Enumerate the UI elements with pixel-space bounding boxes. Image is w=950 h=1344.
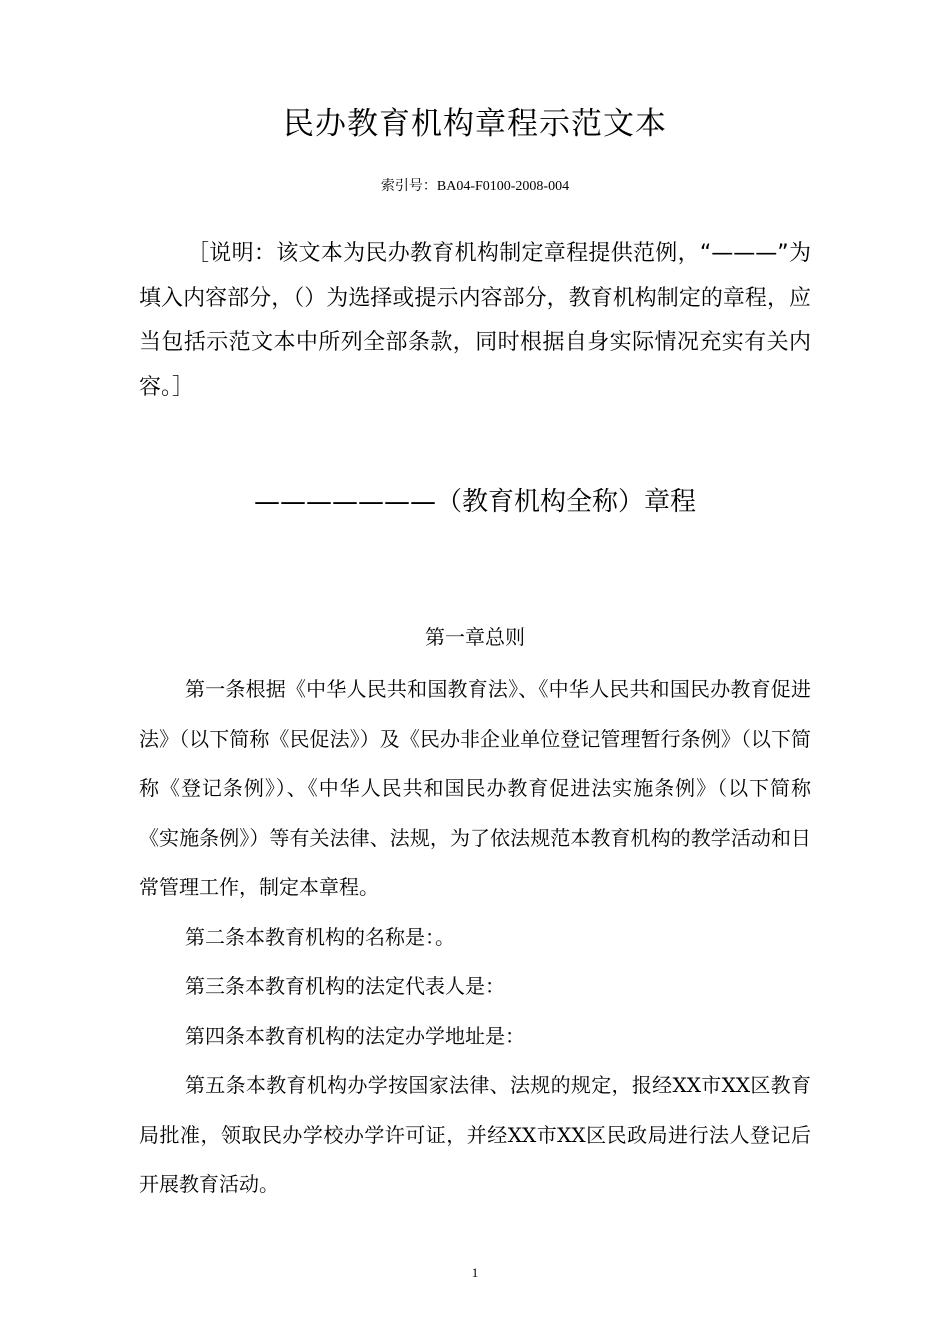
article-3: 第三条本教育机构的法定代表人是： [185,974,505,998]
chapter-heading: 第一章总则 [425,625,525,649]
article-5: 第五条本教育机构办学按国家法律、法规的规定，报经XX市XX区教育局批准，领取民办学校办学许可证，并经XX市XX区民政局进行法人登记后开展教育活动。 [139,1073,811,1196]
chapter-body [139,665,811,1210]
charter-subtitle: ———————（教育机构全称）章程 [253,487,696,517]
article-1: 第一条根据《中华人民共和国教育法》、《中华人民共和国民办教育促进法》（以下简称《民促法》）及《民办非企业单位登记管理暂行条例》（以下简称《登记条例》）、《中华人民共和国民办教育促进法实施条例》（以下简称《实施条例》）等有关法律、法规，为了依法规范本教育机构的教学活动和日常管理工作，制定本章程。 [139,677,811,899]
document-title: 民办教育机构章程示范文本 [283,106,667,142]
index-number-label: 索引号： [380,178,437,194]
article-4: 第四条本教育机构的法定办学地址是： [185,1023,525,1048]
index-number-code: BA04-F0100-2008-004 [436,179,570,194]
page-number: 1 [471,1265,479,1280]
article-2: 第二条本教育机构的名称是：。 [185,924,455,949]
index-number [0,175,950,198]
explanatory-note: ［说明：该文本为民办教育机构制定章程提供范例，“———”为填入内容部分，（）为选择或提示内容部分，教育机构制定的章程，应当包括示范文本中所列全部条款，同时根据自身实际情况充实有关内容。］ [139,241,811,400]
